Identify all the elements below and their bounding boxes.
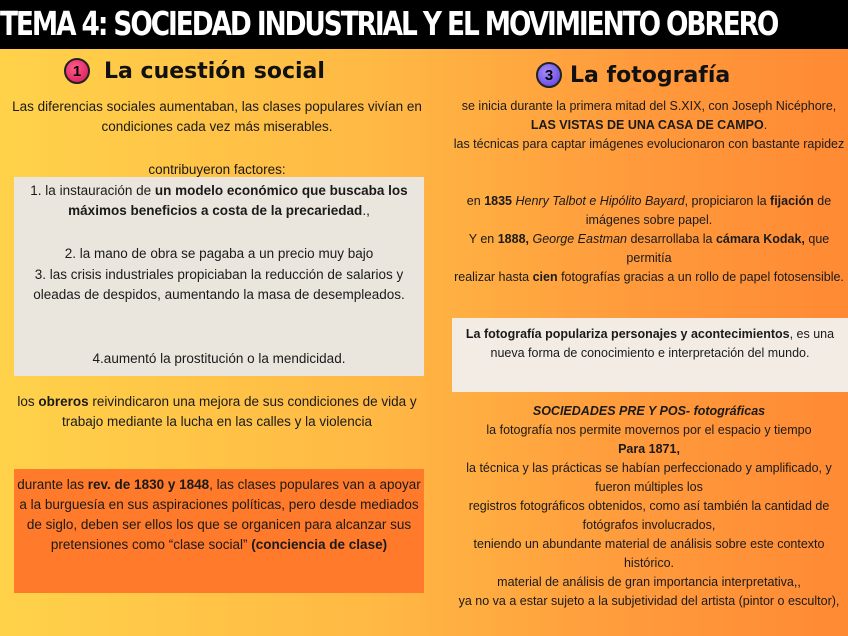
page-title: TEMA 4: SOCIEDAD INDUSTRIAL Y EL MOVIMIENTO OBRERO: [0, 4, 778, 43]
factor-2: 2. la mano de obra se pagaba a un precio muy bajo: [64, 246, 374, 261]
societies-line-1: la fotografía nos permite movernos por el espacio y tiempo: [486, 423, 812, 437]
factor-1-suffix: .,: [362, 203, 370, 218]
number-one-badge: 1: [64, 58, 90, 84]
section-title: La cuestión social: [104, 58, 325, 84]
societies-text: [450, 402, 848, 611]
societies-year: [450, 440, 848, 459]
p3-suffix: de imágenes sobre papel.: [585, 194, 832, 227]
number-three-badge: 3: [536, 62, 562, 88]
pop-rest: , es una nueva forma de conocimiento e interpretación del mundo.: [490, 327, 835, 360]
photo-origin-text: [450, 97, 848, 135]
societies-line-2: la técnica y las prácticas se habían perfeccionado y amplificado, y fueron múltiples los: [466, 461, 832, 494]
talbot-text: [450, 192, 848, 230]
p3-middle: , propiciaron la: [684, 194, 771, 208]
p4-suffix: que permitía: [626, 232, 830, 265]
p3-year: 1835: [484, 194, 512, 208]
societies-year-text: Para 1871,: [618, 442, 680, 456]
heading-fotografia: [536, 62, 730, 88]
revolutions-text: [14, 475, 424, 555]
intro-text: [10, 97, 424, 137]
heading-cuestion-social: [64, 58, 325, 84]
societies-line-3: registros fotográficos obtenidos, como así también la cantidad de fotógrafos involucrados,: [468, 499, 830, 532]
factor-3: 3. las crisis industriales propiciaban la reducción de salarios y oleadas de despidos, aumentando la masa de desempleados.: [33, 267, 405, 302]
factor-1-bold: un modelo económico que buscaba los máximos beneficios a costa de la precariedad: [68, 183, 408, 218]
workers-suffix: reivindicaron una mejora de sus condiciones de vida y trabajo mediante la lucha en las calles y la violencia: [62, 394, 417, 429]
p5-bold: cien: [532, 270, 558, 284]
intro-sentence: Las diferencias sociales aumentaban, las clases populares vivían en condiciones cada vez más miserables.: [12, 99, 422, 134]
rev-middle: , las clases populares van a apoyar a la burguesía en sus aspiraciones políticas, pero desde mediados de siglo, deben ser ellos los que se organicen para alcanzar sus pretensiones como “clase social”: [19, 477, 421, 552]
societies-line-6: ya no va a estar sujeto a la subjetividad del artista (pintor o escultor),: [458, 594, 840, 608]
p1-prefix: se inicia durante la primera mitad del S.XIX, con Joseph Nicéphore,: [461, 99, 837, 113]
p4-year: 1888,: [497, 232, 530, 246]
p5-suffix: fotografías gracias a un rollo de papel fotosensible.: [557, 270, 844, 284]
p3-prefix: en: [466, 194, 485, 208]
societies-title-text: SOCIEDADES PRE Y POS- fotográficas: [532, 404, 766, 418]
workers-prefix: los: [17, 394, 39, 409]
societies-line-4: teniendo un abundante material de análisis sobre este contexto histórico.: [473, 537, 825, 570]
p4-bold: cámara Kodak,: [715, 232, 805, 246]
p4-prefix: Y en: [468, 232, 498, 246]
p4-middle: desarrollaba la: [627, 232, 716, 246]
rev-bold-2: (conciencia de clase): [251, 537, 388, 552]
factor-1: [18, 181, 420, 221]
p1-suffix: .: [763, 118, 768, 132]
factor-4: 4.aumentó la prostitución o la mendicidad.: [92, 351, 346, 366]
eastman-text: [450, 230, 848, 268]
p5-prefix: realizar hasta: [454, 270, 533, 284]
societies-line-5: material de análisis de gran importancia interpretativa,,: [497, 575, 801, 589]
p3-bold: fijación: [770, 194, 814, 208]
kodak-text: [450, 268, 848, 287]
factor-1-prefix: 1. la instauración de: [30, 183, 155, 198]
societies-title: [450, 402, 848, 421]
photo-evolution-text: las técnicas para captar imágenes evolucionaron con bastante rapidez: [453, 137, 845, 151]
title-bar: [0, 0, 848, 49]
popularizes-text: [456, 325, 844, 363]
p3-names: Henry Talbot e Hipólito Bayard: [515, 194, 685, 208]
rev-prefix: durante las: [17, 477, 88, 492]
pop-bold: La fotografía populariza personajes y acontecimientos: [465, 327, 790, 341]
workers-bold: obreros: [38, 394, 89, 409]
p1-bold: LAS VISTAS DE UNA CASA DE CAMPO: [530, 118, 764, 132]
factors-label: contribuyeron factores:: [148, 162, 286, 177]
section-title-right: La fotografía: [570, 62, 731, 88]
p4-name: George Eastman: [532, 232, 627, 246]
workers-text: [10, 392, 424, 432]
rev-bold: rev. de 1830 y 1848: [87, 477, 210, 492]
